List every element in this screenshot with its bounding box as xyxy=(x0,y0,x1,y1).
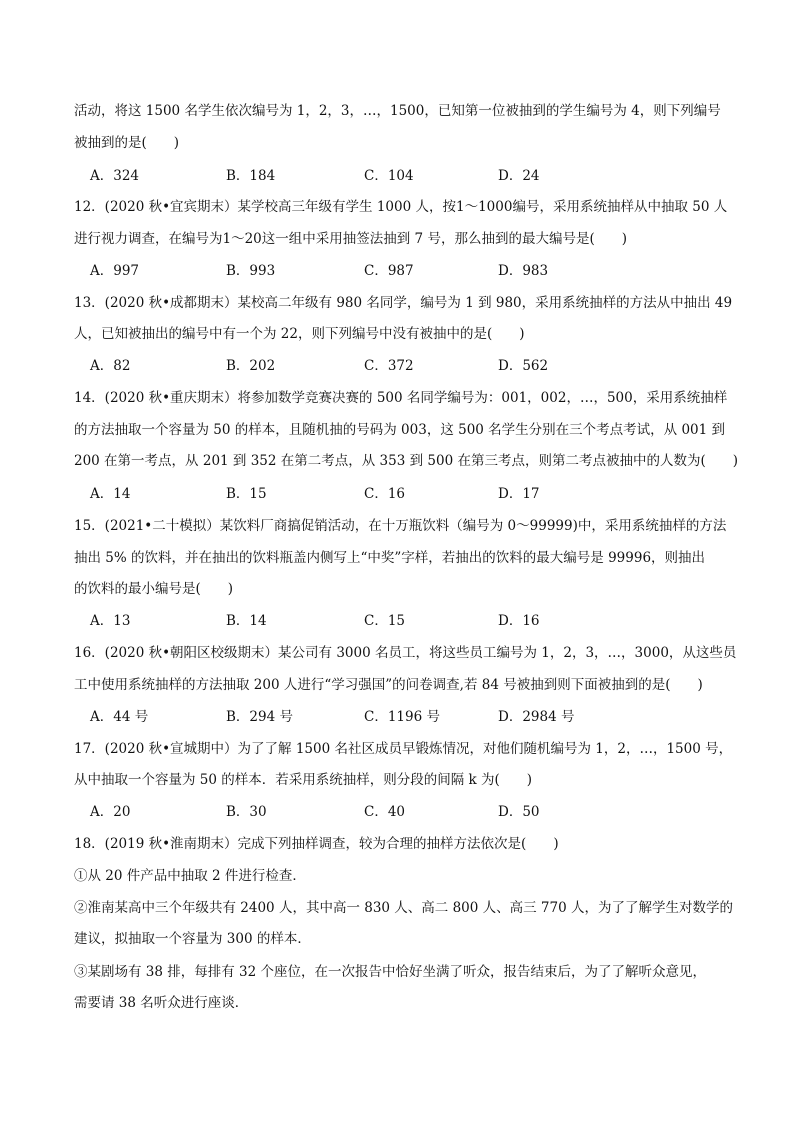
option-a: A．44 号 xyxy=(90,709,149,725)
option-c: C．104 xyxy=(364,168,414,184)
option-a: A．997 xyxy=(90,263,140,279)
question-14-line-1: 14．(2020 秋•重庆期末）将参加数学竞赛决赛的 500 名同学编号为：001，002，…，500，采用系统抽样 xyxy=(74,390,728,406)
option-b: B．202 xyxy=(226,358,276,374)
option-c: C．1196 号 xyxy=(364,709,440,725)
question-18-item-2-line-1: ②淮南某高中三个年级共有 2400 人，其中高一 830 人、高二 800 人、高三 770 人，为了了解学生对数学的 xyxy=(74,900,733,916)
question-11-line-1: 活动，将这 1500 名学生依次编号为 1，2，3，…，1500，已知第一位被抽到的学生编号为 4，则下列编号 xyxy=(74,103,721,119)
question-14-line-2: 的方法抽取一个容量为 50 的样本，且随机抽的号码为 003，这 500 名学生分别在三个考点考试，从 001 到 xyxy=(74,422,726,438)
question-16-options xyxy=(90,707,730,727)
question-12-line-2: 进行视力调查，在编号为1～20这一组中采用抽签法抽到 7 号，那么抽到的最大编号是( ) xyxy=(74,231,627,247)
question-18-item-2-line-2: 建议，拟抽取一个容量为 300 的样本． xyxy=(74,931,311,947)
question-15-line-1: 15．(2021•二十模拟）某饮料厂商搞促销活动，在十万瓶饮料（编号为 0～99999)中，采用系统抽样的方法 xyxy=(74,518,727,534)
question-18-item-1: ①从 20 件产品中抽取 2 件进行检查． xyxy=(74,868,306,884)
option-d: D．562 xyxy=(498,358,549,374)
option-b: B．30 xyxy=(226,804,267,820)
option-b: B．15 xyxy=(226,486,267,502)
question-16-line-1: 16．(2020 秋•朝阳区校级期末）某公司有 3000 名员工，将这些员工编号为 1，2，3，…，3000，从这些员 xyxy=(74,645,737,661)
option-a: A．20 xyxy=(90,804,131,820)
question-14-line-3: 200 在第一考点，从 201 到 352 在第二考点，从 353 到 500 在第三考点，则第二考点被抽中的人数为( ) xyxy=(74,453,738,469)
option-d: D．2984 号 xyxy=(498,709,575,725)
question-11-options xyxy=(90,166,730,186)
question-13-line-1: 13．(2020 秋•成都期末）某校高二年级有 980 名同学，编号为 1 到 980，采用系统抽样的方法从中抽出 49 xyxy=(74,295,733,311)
question-18-item-3-line-1: ③某剧场有 38 排，每排有 32 个座位，在一次报告中恰好坐满了听众，报告结束后，为了了解听众意见， xyxy=(74,964,707,980)
option-b: B．184 xyxy=(226,168,276,184)
option-b: B．14 xyxy=(226,613,267,629)
question-17-line-2: 从中抽取一个容量为 50 的样本．若采用系统抽样，则分段的间隔 k 为( ) xyxy=(74,772,533,788)
question-15-line-3: 的饮料的最小编号是( ) xyxy=(74,581,234,597)
question-15-options xyxy=(90,611,730,631)
option-b: B．294 号 xyxy=(226,709,293,725)
option-c: C．40 xyxy=(364,804,406,820)
option-c: C．372 xyxy=(364,358,414,374)
question-13-options xyxy=(90,356,730,376)
option-d: D．16 xyxy=(498,613,540,629)
option-c: C．987 xyxy=(364,263,414,279)
question-18-line-1: 18．(2019 秋•淮南期末）完成下列抽样调查，较为合理的抽样方法依次是( ) xyxy=(74,836,559,852)
option-d: D．983 xyxy=(498,263,549,279)
option-a: A．14 xyxy=(90,486,131,502)
question-15-line-2: 抽出 5% 的饮料，并在抽出的饮料瓶盖内侧写上“中奖”字样，若抽出的饮料的最大编号是 99996，则抽出 xyxy=(74,550,706,566)
option-c: C．15 xyxy=(364,613,406,629)
option-b: B．993 xyxy=(226,263,276,279)
question-18-item-3-line-2: 需要请 38 名听众进行座谈． xyxy=(74,995,249,1011)
option-d: D．50 xyxy=(498,804,540,820)
question-13-line-2: 人，已知被抽出的编号中有一个为 22，则下列编号中没有被抽中的是( ) xyxy=(74,326,525,342)
question-11-line-2: 被抽到的是( ) xyxy=(74,135,180,151)
question-12-options xyxy=(90,261,730,281)
question-14-options xyxy=(90,484,730,504)
question-17-options xyxy=(90,802,730,822)
question-16-line-2: 工中使用系统抽样的方法抽取 200 人进行“学习强国”的问卷调查,若 84 号被抽到则下面被抽到的是( ) xyxy=(74,677,703,693)
option-a: A．13 xyxy=(90,613,131,629)
option-c: C．16 xyxy=(364,486,406,502)
option-d: D．17 xyxy=(498,486,540,502)
question-12-line-1: 12．(2020 秋•宜宾期末）某学校高三年级有学生 1000 人，按1～1000编号，采用系统抽样从中抽取 50 人 xyxy=(74,199,728,215)
option-a: A．324 xyxy=(90,168,140,184)
question-17-line-1: 17．(2020 秋•宣城期中）为了了解 1500 名社区成员早锻炼情况，对他们随机编号为 1，2，…，1500 号， xyxy=(74,741,733,757)
option-a: A．82 xyxy=(90,358,131,374)
option-d: D．24 xyxy=(498,168,540,184)
